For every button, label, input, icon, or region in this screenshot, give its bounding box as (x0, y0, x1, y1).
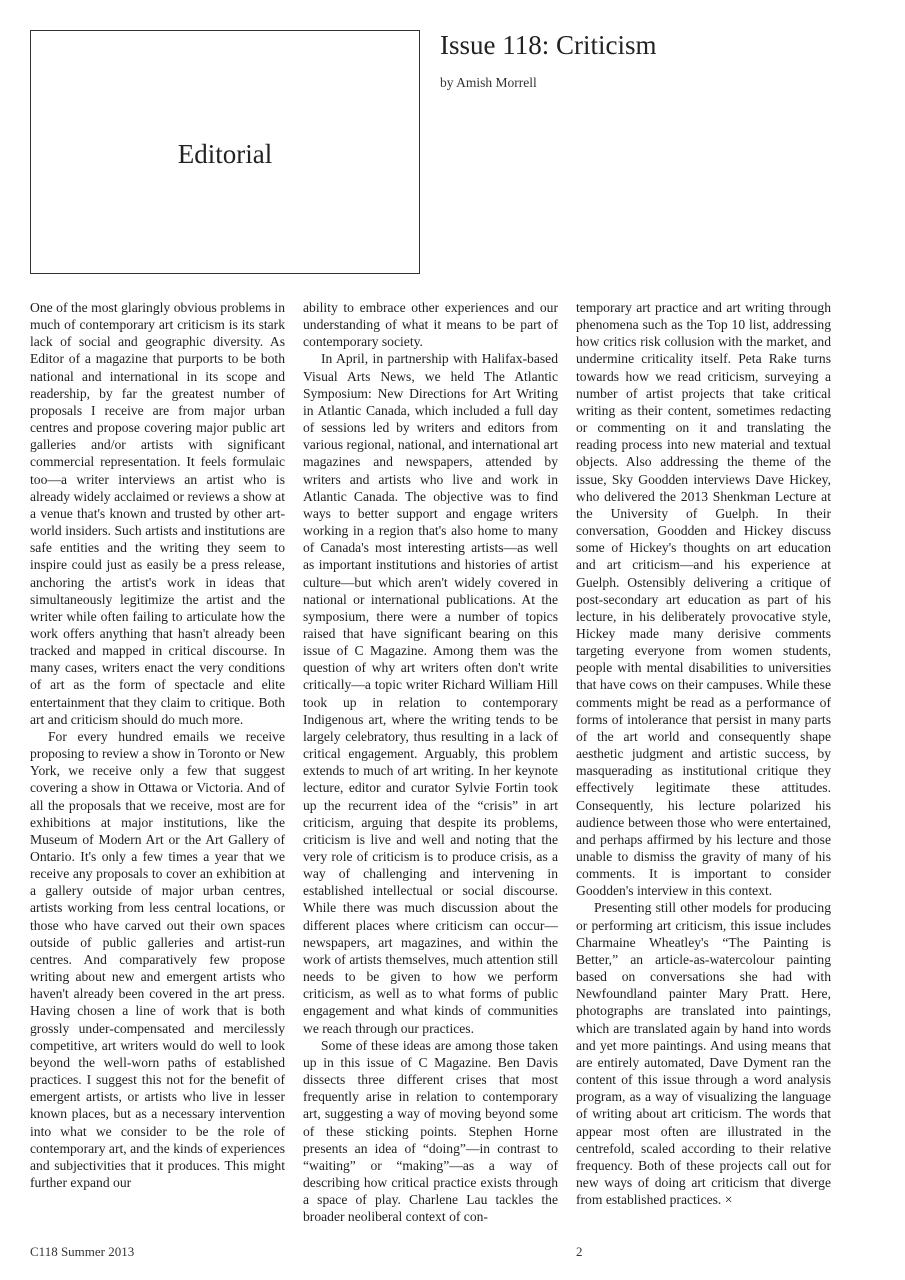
page-number: 2 (576, 1244, 583, 1259)
paragraph: For every hundred emails we receive proposing to review a show in Toronto or New York, we receive only a few that suggest covering a show in Ottawa or Victoria. And of all the proposals that we receive, most are for exhibitions at major institutions, like the Museum of Modern Art or the Art Gallery of Ontario. It's only a few times a year that we receive any proposals to cover an exhibition at a gallery outside of major urban centres, artists working from less central locations, or those who have carved out their own spaces outside of public galleries and artist-run centres. And comparatively few propose writing about new and emergent artists who haven't already been covered in the art press. Having chosen a line of work that is both grossly under-compensated and mercilessly competitive, art writers would do well to look beyond the well-worn paths of established practices. I suggest this not for the benefit of emergent artists, or artists who live in lesser known places, but as a necessary intervention into what we consider to be the role of contemporary art, and the kinds of experiences and subjectivities that it produces. This might further expand our (30, 728, 285, 1190)
paragraph: Some of these ideas are among those taken up in this issue of C Magazine. Ben Davis dissects three different crises that most frequently arise in relation to contemporary art, suggesting a way of moving beyond some of these sticking points. Stephen Horne presents an idea of “doing”—in contrast to “waiting” or “making”—as a way of describing how critical practice exists through a space of play. Charlene Lau tackles the broader neoliberal context of con- (303, 1037, 558, 1225)
text-column-3 (576, 299, 831, 1208)
text-column-1 (30, 299, 285, 1191)
footer-issue: C118 Summer 2013 (30, 1244, 135, 1259)
paragraph: In April, in partnership with Halifax-based Visual Arts News, we held The Atlantic Symposium: New Directions for Art Writing in Atlantic Canada, which included a full day of sessions led by writers and editors from various regional, national, and international art magazines and newspapers, attended by writers and artists who live and work in Atlantic Canada. The objective was to find ways to better support and engage writers working in a region that's also home to many of Canada's most interesting artists—as well as important institutions and histories of artist culture—but which aren't widely covered in national or international publications. At the symposium, there were a number of topics raised that have significant bearing on this issue of C Magazine. Among them was the question of why art writers often don't write critically—a topic writer Richard William Hill took up in relation to contemporary Indigenous art, where the writing tends to be largely celebratory, thus resulting in a lack of critical engagement. Arguably, this problem extends to much of art writing. In her keynote lecture, editor and curator Sylvie Fortin took up the recurrent idea of the “crisis” in art criticism, arguing that despite its problems, criticism is live and well and noting that the very role of criticism is to produce crisis, as a way of challenging and intervening in established intellectual or social discourse. While there was much discussion about the different places where criticism can occur—newspapers, art magazines, and within the work of artists themselves, much attention still needs to be given to how we perform criticism, as well as to what forms of public engagement and what kinds of communities we reach through our practices. (303, 351, 558, 1036)
paragraph: temporary art practice and art writing through phenomena such as the Top 10 list, addressing how critics risk collusion with the market, and undermine criticality itself. Peta Rake turns towards how we read criticism, surveying a number of artist projects that take critical writing as their content, sometimes redacting or commenting on it and translating the reading process into new material and textual objects. Also addressing the theme of the issue, Sky Goodden interviews Dave Hickey, who delivered the 2013 Shenkman Lecture at the University of Guelph. In their conversation, Goodden and Hickey discuss some of Hickey's thoughts on art education and art criticism—and his experience at Guelph. Ostensibly delivering a critique of post-secondary art education as part of his lecture, in his deliberately provocative style, Hickey made many derisive comments targeting everyone from women students, people with mental disabilities to universities that have cows on their campuses. While these comments might be read as a performance of forms of intolerance that persist in many parts of the art world and consequently shape aesthetic judgment and artistic success, by masquerading as institutional critique they effectively legitimate these attitudes. Consequently, his lecture polarized his audience between those who were entertained, and perhaps affirmed by his lecture and those unable to dismiss the gravity of many of his comments. It is important to consider Goodden's interview in this context. (576, 300, 831, 899)
section-label: Editorial (177, 139, 273, 169)
byline: by Amish Morrell (440, 75, 537, 90)
paragraph: Presenting still other models for producing or performing art criticism, this issue includes Charmaine Wheatley's “The Painting is Better,” an article-as-watercolour painting based on conversations she had with Newfoundland painter Mary Pratt. Here, photographs are translated into paintings, which are translated again by hand into words and yet more paintings. And using means that are entirely automated, Dave Dyment ran the content of this issue through a word analysis program, as a way of visualizing the language of writing about art criticism. The words that appear most often are illustrated in the centrefold, scaled according to their relative frequency. Both of these projects call out for new ways of doing art criticism that diverge from established practices. × (576, 900, 831, 1208)
article-title: Issue 118: Criticism (440, 30, 657, 60)
paragraph: One of the most glaringly obvious problems in much of contemporary art criticism is its stark lack of social and geographic diversity. As Editor of a magazine that purports to be both national and international in its scope and readership, by far the greatest number of proposals I receive are from major urban centres and propose covering major public art galleries and/or artists with significant commercial representation. It feels formulaic too—a writer interviews an artist who is already widely acclaimed or reviews a show at a venue that's known and trusted by other art-world insiders. Such artists and institutions are safe entities and the writing they seem to inspire could just as easily be a press release, anchoring the artist's work in ideas that simultaneously legitimize the artist and the writer while often failing to articulate how the work offers anything that hasn't already been tracked and mapped in critical discourse. In many cases, writers enact the very conditions of art as the form of spectacle and elite entertainment that they claim to critique. Both art and criticism should do much more. (30, 300, 285, 727)
editorial-section-box (30, 30, 420, 274)
paragraph: ability to embrace other experiences and our understanding of what it means to be part of contemporary society. (303, 300, 558, 350)
text-column-2 (303, 299, 558, 1225)
